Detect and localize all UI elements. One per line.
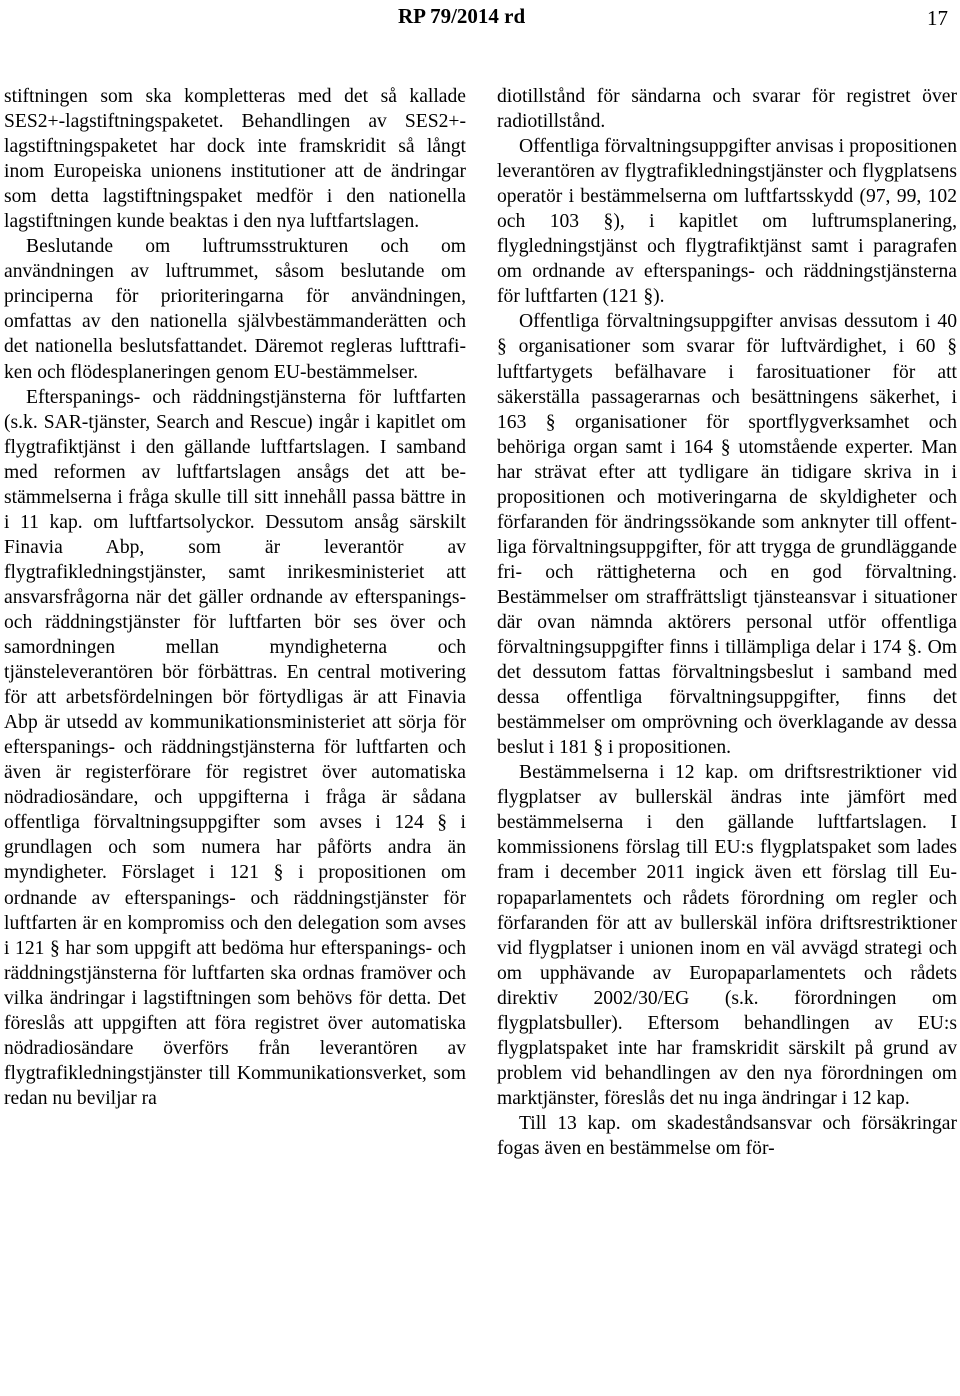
page-header [0,2,960,32]
right-column [497,84,957,1161]
paragraph: Till 13 kap. om skadeståndsansvar och försäkringar fogas även en bestämmelse om för- [497,1112,957,1159]
paragraph: diotillstånd för sändarna och svarar för registret över radiotillstånd. [497,86,957,133]
paragraph: Efterspanings- och räddningstjänsterna för luftfarten (s.k. SAR-tjänster, Search and Rescue) ingår i kapitlet om flygtrafiktjänst i den gällande luftfartslagen. I samband med reformen av luftfartslagen ansågs det att bestämmelserna i fråga skulle till sitt innehåll passa bättre in i 11 kap. om luftfartsolyckor. Dessutom ansåg särskilt Finavia Abp, som är leverantör av flygtrafikledningstjänster, samt inrikesministeriet att ansvarsfrågorna när det gäller ordnande av efterspanings- och räddningstjänster för luftfarten bör ses över och samordningen mellan myndigheterna och tjänsteleverantören bör förbättras. En central motivering för att arbetsfördelningen bör förtydligas är att Finavia Abp är utsedd av kommunikationsministeriet att sörja för efterspanings- och räddningstjänsterna för luftfarten och även är registerförare för registret över automatiska nödradiosändare, och uppgifterna i fråga är sådana offentliga förvaltningsuppgifter som avses i 124 § i grundlagen och som numera har påförts andra än myndigheter. Förslaget i 121 § i propositionen om ordnande av efterspanings- och räddningstjänster för luftfarten är en kompromiss och den delegation som avses i 121 § har som uppgift att bedöma hur efterspanings- och räddningstjänsterna för luftfarten ska ordnas framöver och vilka ändringar i lagstiftningen som behövs för detta. Det föreslås att uppgiften att föra registret över automatiska nödradiosändare överförs från leverantören av flygtrafikledningstjänster till Kommunikationsverket, som redan nu beviljar ra [4,386,466,1109]
page-number: 17 [927,6,948,30]
left-column [4,84,466,1111]
paragraph: Bestämmelserna i 12 kap. om driftsrestriktioner vid flygplatser av bullerskäl ändras inte jämfört med bestämmelserna i den gällande luftfartslagen. I kommissionens förslag till EU:s flygplatspaket som lades fram i december 2011 ingick även ett förslag till Europaparlamentets och rådets förordning om regler och förfaranden för att av bullerskäl införa driftsrestriktioner vid flygplatser i unionen inom en väl avvägd strategi och om upphävande av Europaparlamentets och rådets direktiv 2002/30/EG (s.k. förordningen om flygplatsbuller). Eftersom behandlingen av EU:s flygplatspaket inte har framskridit särskilt på grund av problem vid behandlingen av den nya förordningen om marktjänster, föreslås det nu inga ändringar i 12 kap. [497,762,957,1109]
paragraph: Offentliga förvaltningsuppgifter anvisas dessutom i 40 § organisationer som svarar för luftvärdighet, i 60 § luftfartygets befälhavare i farosituationer för att säkerställa passagerarnas och besättningens säkerhet, i 163 § organisationer för sportflygverksamhet och behöriga organ samt i 164 § utomstående experter. Man har strävat efter att tydligare än tidigare skriva in i propositionen och motiveringarna de skyldigheter och förfaranden för ändringssökande som anknyter till offentliga förvaltningsuppgifter, för att trygga de grundläggande fri- och rättigheterna och en god förvaltning. Bestämmelser om straffrättsligt tjänsteansvar i situationer där ovan nämnda aktörers personal utför offentliga förvaltningsuppgifter finns i tillämpliga delar i 174 §. Om det dessutom fattas förvaltningsbeslut i samband med dessa offentliga förvaltningsuppgifter, finns det bestämmelser om omprövning och överklagande av dessa beslut i 181 § i propositionen. [497,311,957,759]
document-id: RP 79/2014 rd [398,4,526,28]
paragraph: Offentliga förvaltningsuppgifter anvisas i propositionen leverantören av flygtrafikledningstjänster och flygplatsens operatör i bestämmelserna om luftfartsskydd (97, 99, 102 och 103 §), i kapitlet om luftrumsplanering, flygledningstjänst och flygtrafiktjänst samt i paragrafen om ordnande av efterspanings- och räddningstjänsterna för luftfarten (121 §). [497,136,957,308]
paragraph: Beslutande om luftrumsstrukturen och om användningen av luftrummet, såsom beslutande om principerna för prioriteringarna för användningen, omfattas av den nationella självbestämmanderätten och det nationella beslutsfattandet. Däremot regleras lufttrafiken och flödesplaneringen genom EU-bestämmelser. [4,236,466,383]
paragraph: stiftningen som ska kompletteras med det så kallade SES2+-lagstiftningspaketet. Behandlingen av SES2+-lagstiftningspaketet har dock inte framskridit så långt inom Europeiska unionens institutioner att de ändringar som detta lagstiftningspaket medför i den nationella lagstiftningen kunde beaktas i den nya luftfartslagen. [4,86,466,233]
